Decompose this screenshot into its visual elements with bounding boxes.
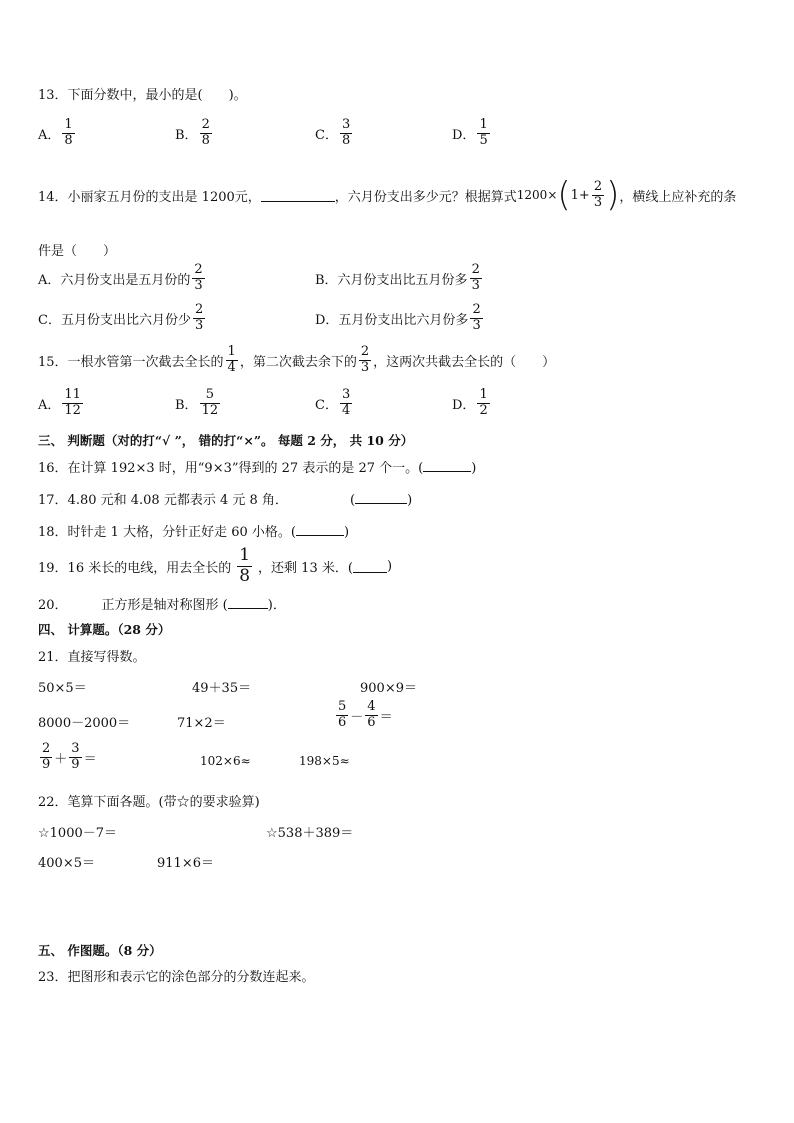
q13-option-c[interactable] xyxy=(315,118,354,149)
section-heading-calculation: 四、 计算题。（28 分） xyxy=(38,622,171,637)
answer-blank[interactable] xyxy=(355,491,407,504)
calc-item: 71×2＝ xyxy=(177,716,226,731)
question-19: 19．16 米长的电线，用去全长的 $\frac{1}{8}$ ，还剩 13 米．( ) xyxy=(38,545,393,586)
fraction: $\frac{3}{8}$ xyxy=(341,117,351,148)
calc-item: 49＋35＝ xyxy=(192,681,252,696)
answer-blank[interactable] xyxy=(296,523,344,536)
question-18: 18．时针走 1 大格，分针正好走 60 小格。( ) xyxy=(38,525,350,540)
q13-option-d[interactable] xyxy=(452,118,492,149)
fraction: $\frac{2}{9}$ xyxy=(42,741,51,772)
written-item: ☆538＋389＝ xyxy=(266,826,354,841)
q14-option-d[interactable]: D．五月份支出比六月份多 $\frac{2}{3}$ xyxy=(315,302,481,333)
question-16: 16．在计算 192×3 时，用“9×3”得到的 27 表示的是 27 个一。( ) xyxy=(38,461,477,476)
written-item: 400×5＝ xyxy=(38,856,95,871)
option-label: B． xyxy=(175,127,198,143)
fraction: $\frac{2}{3}$ xyxy=(472,302,481,333)
fraction: $\frac{1}{8}$ xyxy=(239,545,251,586)
calc-item: 102×6≈ xyxy=(200,754,251,768)
calc-item: 8000－2000＝ xyxy=(38,716,131,731)
answer-blank[interactable] xyxy=(228,596,268,609)
answer-blank[interactable] xyxy=(423,459,471,472)
answer-blank[interactable] xyxy=(261,189,335,202)
fraction: $\frac{2}{3}$ xyxy=(194,302,204,333)
fraction: $\frac{2}{3}$ xyxy=(593,178,603,210)
fraction: $\frac{5}{6}$ xyxy=(338,699,347,730)
q14-option-a[interactable]: A．六月份支出是五月份的 $\frac{2}{3}$ xyxy=(38,262,203,293)
section-heading-drawing: 五、 作图题。（8 分） xyxy=(38,943,162,958)
fraction: $\frac{1}{4}$ xyxy=(227,344,236,375)
question-21: 21．直接写得数。 xyxy=(38,650,146,665)
q14-option-b[interactable]: B．六月份支出比五月份多 $\frac{2}{3}$ xyxy=(315,262,480,293)
question-23: 23．把图形和表示它的涂色部分的分数连起来。 xyxy=(38,970,315,985)
fraction: $\frac{1}{8}$ xyxy=(64,117,73,148)
calc-item: 900×9＝ xyxy=(360,681,417,696)
calc-item-fraction: $\frac{5}{6}$ － $\frac{4}{6}$ ＝ xyxy=(338,699,393,730)
q15-option-c[interactable]: C． $\frac{3}{4}$ xyxy=(315,387,351,418)
expression: 1200× xyxy=(516,188,558,202)
question-20: 20． 正方形是轴对称图形 ( )． xyxy=(38,598,286,613)
question-17: 17．4.80 元和 4.08 元都表示 4 元 8 角． ( ) xyxy=(38,493,413,508)
q13-option-a[interactable] xyxy=(38,118,77,149)
fraction: $\frac{2}{3}$ xyxy=(360,344,370,375)
fraction: $\frac{5}{12}$ xyxy=(201,387,219,418)
written-item: 911×6＝ xyxy=(157,856,214,871)
question-14: 14．小丽家五月份的支出是 1200元， ，六月份支出多少元？根据算式 1200× ( 1+ $\frac{2}{3}$ ) ，横线上应补充的条 xyxy=(38,175,737,215)
calc-item: 198×5≈ xyxy=(299,754,350,768)
fraction: $\frac{3}{4}$ xyxy=(341,387,351,418)
option-label: C． xyxy=(315,127,338,143)
fraction: $\frac{2}{8}$ xyxy=(201,117,210,148)
fraction: $\frac{1}{2}$ xyxy=(479,387,488,418)
written-item: ☆1000－7＝ xyxy=(38,826,118,841)
right-paren: ) xyxy=(606,175,620,215)
calc-item-fraction: $\frac{2}{9}$ ＋ $\frac{3}{9}$ ＝ xyxy=(42,741,97,772)
fraction: $\frac{11}{12}$ xyxy=(64,387,81,418)
option-label: D． xyxy=(452,127,476,143)
option-label: A． xyxy=(38,127,61,143)
left-paren: ( xyxy=(557,175,571,215)
fraction: $\frac{1}{5}$ xyxy=(479,117,488,148)
q15-option-a[interactable]: A． $\frac{11}{12}$ xyxy=(38,387,81,418)
section-heading-judgment: 三、 判断题（对的打“√ ”， 错的打“×”。 每题 2 分， 共 10 分） xyxy=(38,433,414,448)
calc-item: 50×5＝ xyxy=(38,681,87,696)
fraction: $\frac{4}{6}$ xyxy=(367,699,376,730)
question-14-cont: 件是（ ） xyxy=(38,244,117,259)
fraction: $\frac{3}{9}$ xyxy=(71,741,80,772)
answer-blank[interactable] xyxy=(353,560,387,573)
q15-option-d[interactable]: D． $\frac{1}{2}$ xyxy=(452,387,488,418)
fraction: $\frac{2}{3}$ xyxy=(471,262,480,293)
question-15: 15．一根水管第一次截去全长的 $\frac{1}{4}$ ，第二次截去余下的 $\frac{2}{3}$ ，这两次共截去全长的（ ） xyxy=(38,344,556,375)
fraction: $\frac{2}{3}$ xyxy=(194,262,203,293)
q15-option-b[interactable]: B． $\frac{5}{12}$ xyxy=(175,387,219,418)
q13-option-b[interactable] xyxy=(175,118,214,149)
q14-option-c[interactable]: C．五月份支出比六月份少 $\frac{2}{3}$ xyxy=(38,302,204,333)
question-22: 22．笔算下面各题。(带☆的要求验算) xyxy=(38,795,260,810)
question-13: 13．下面分数中，最小的是( )。 xyxy=(38,88,247,103)
